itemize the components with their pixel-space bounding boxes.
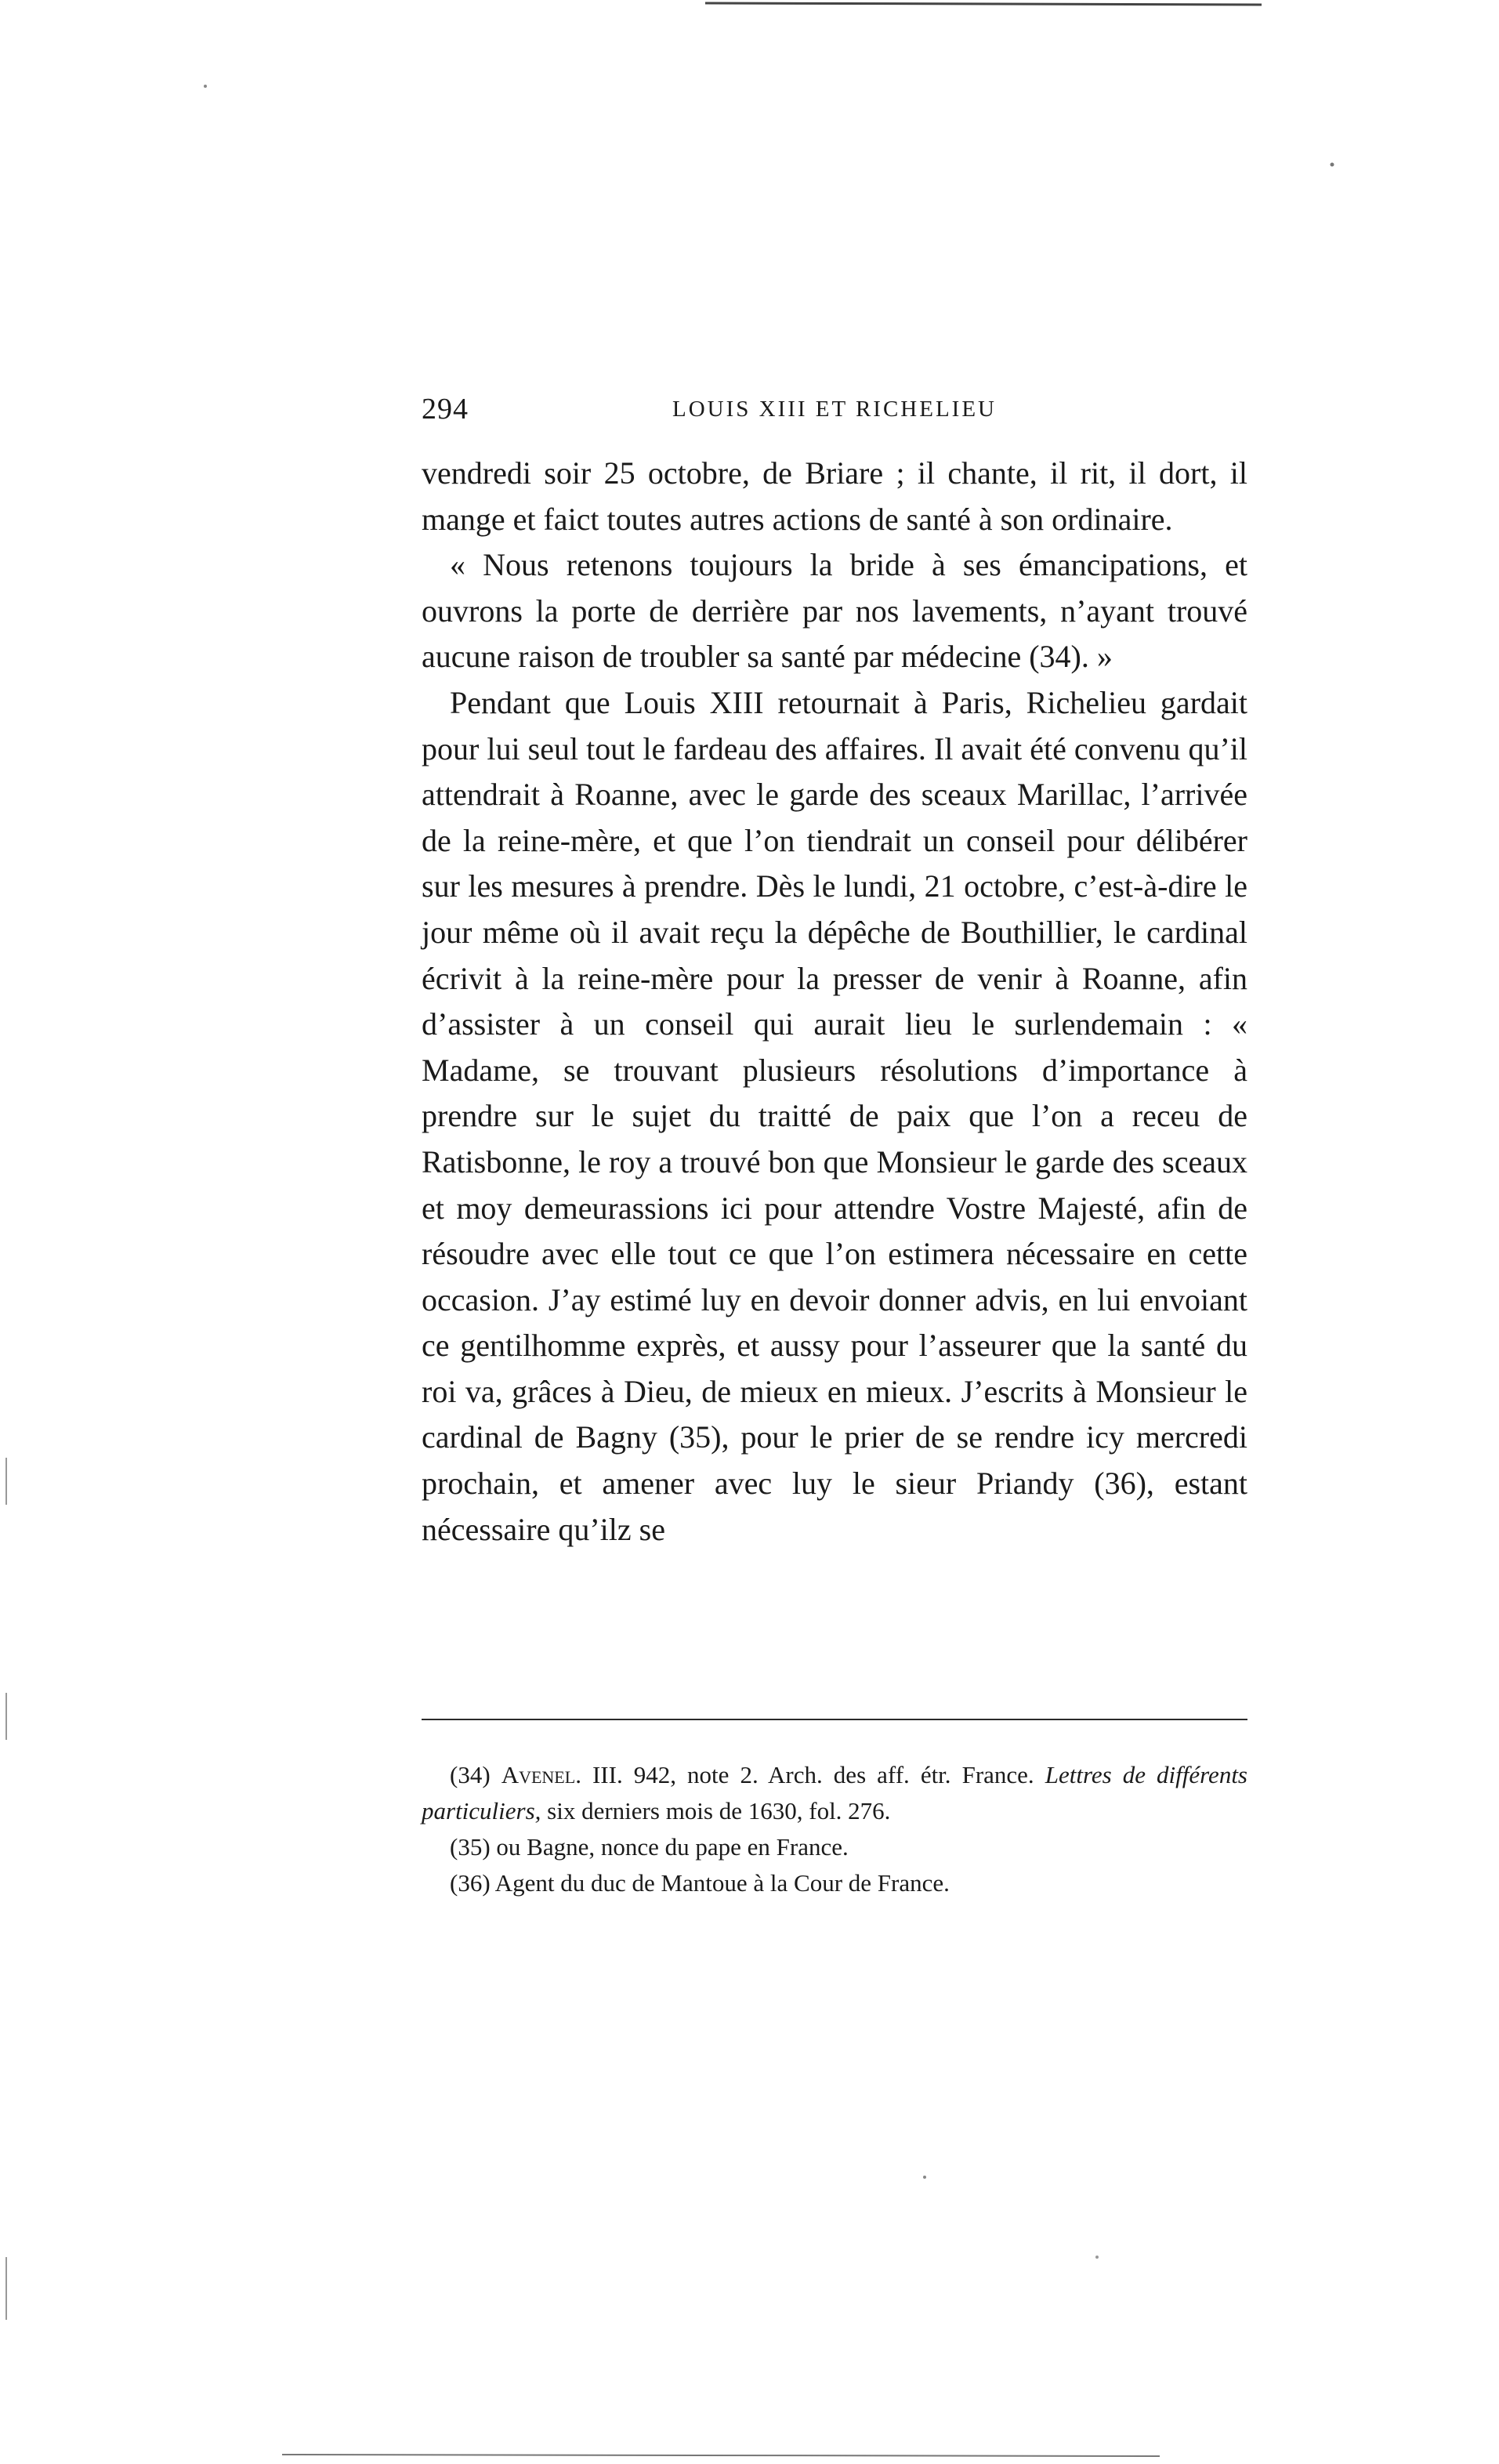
speck <box>204 85 207 88</box>
page-header <box>422 392 1247 431</box>
footnotes <box>422 1757 1247 1901</box>
footnote-divider <box>422 1719 1247 1720</box>
footnote-34-marker: (34) <box>450 1761 491 1788</box>
footnote-36: (36) Agent du duc de Mantoue à la Cour de France. <box>450 1869 950 1897</box>
paragraph-3: Pendant que Louis XIII retournait à Paris, Richelieu gardait pour lui seul tout le fardeau des affaires. Il avait été convenu qu’il attendrait à Roanne, avec le garde des sceaux Marillac, l’arrivée de la reine-mère, et que l’on tiendrait un conseil pour délibérer sur les mesures à prendre. Dès le lundi, 21 octobre, c’est-à-dire le jour même où il avait reçu la dépêche de Bouthillier, le cardinal écrivit à la reine-mère pour la presser de venir à Roanne, afin d’assister à un conseil qui aurait lieu le surlendemain : « Madame, se trouvant plusieurs résolutions d’importance à prendre sur le sujet du traitté de paix que l’on a receu de Ratisbonne, le roy a trouvé bon que Monsieur le garde des sceaux et moy demeurassions ici pour attendre Vostre Majesté, afin de résoudre avec elle tout ce que l’on estimera nécessaire en cette occasion. J’ay estimé luy en devoir donner advis, en lui envoiant ce gentilhomme exprès, et aussy pour l’asseurer que la santé du roi va, grâces à Dieu, de mieux en mieux. J’escrits à Monsieur le cardinal de Bagny (35), pour le prier de se rendre icy mercredi prochain, et amener avec luy le sieur Priandy (36), estant nécessaire qu’ilz se <box>422 684 1247 1547</box>
page-number: 294 <box>422 393 469 426</box>
scan-edge-top <box>705 3 1262 5</box>
paragraph-1: vendredi soir 25 octobre, de Briare ; il chante, il rit, il dort, il mange et faict toutes autres actions de santé à son ordinaire. <box>422 455 1247 537</box>
main-text <box>422 451 1247 1553</box>
speck <box>1095 2256 1099 2259</box>
scan-edge-bottom <box>282 2455 1160 2456</box>
speck <box>923 2176 926 2179</box>
speck <box>1331 163 1334 167</box>
footnote-34-ref: . III. 942, note 2. Arch. des aff. étr. France. <box>575 1761 1034 1788</box>
footnote-35: (35) ou Bagne, nonce du pape en France. <box>450 1833 849 1861</box>
footnote-34-rest: six derniers mois de 1630, fol. 276. <box>541 1797 891 1824</box>
footnote-34 <box>422 1757 1247 1829</box>
footnote-34-author: Avenel <box>501 1761 576 1788</box>
footnote-34-title: Lettres de différents particuliers, <box>422 1761 1247 1824</box>
paragraph-2: « Nous retenons toujours la bride à ses émancipations, et ouvrons la porte de derrière par nos lavements, n’ayant trouvé aucune raison de troubler sa santé par médecine (34). » <box>422 547 1247 675</box>
running-title: LOUIS XIII ET RICHELIEU <box>672 397 997 422</box>
